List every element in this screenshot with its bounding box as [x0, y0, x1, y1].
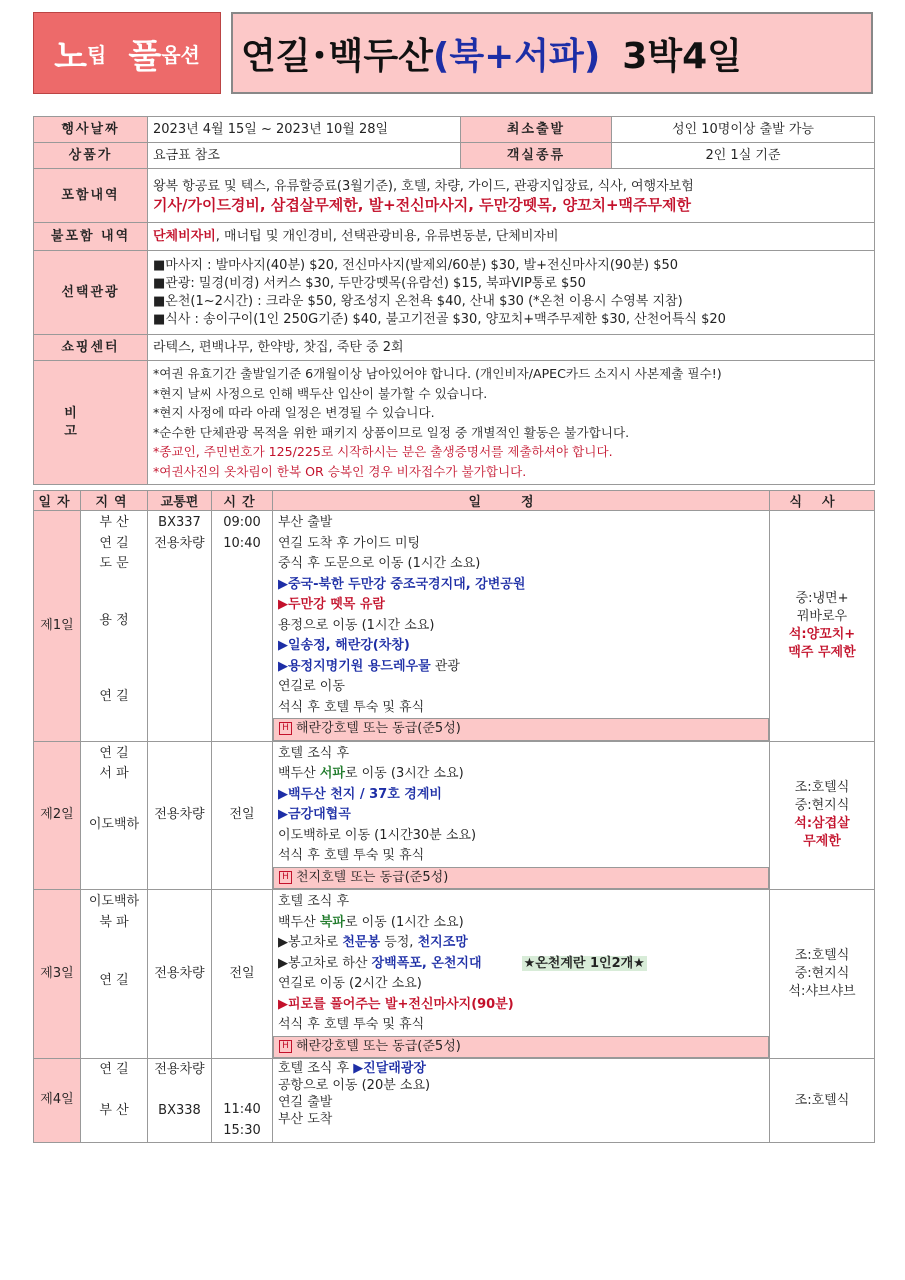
- header-day: 일자: [34, 491, 81, 511]
- info-row-price: [34, 143, 875, 169]
- region: 용 정: [99, 612, 129, 628]
- region: 북 파: [99, 914, 129, 930]
- meal-special: 석:양꼬치+: [788, 626, 856, 642]
- notip-text: 노: [54, 36, 88, 77]
- header-itinerary: 일정: [273, 491, 770, 511]
- day-label: 제1일: [34, 511, 81, 742]
- time: 15:30: [223, 1122, 261, 1138]
- schedule-header-row: [34, 491, 875, 511]
- itinerary-line: [278, 764, 764, 785]
- include-label: 포함내역: [34, 169, 148, 223]
- itinerary-line: [278, 933, 764, 954]
- time: 11:40: [223, 1102, 261, 1117]
- flight-code: BX338: [158, 1102, 201, 1118]
- time-cell: 전일: [212, 890, 273, 1059]
- optional-item: ■관광: 밀경(비경) 서커스 $30, 두만강뗏목(유람선) $15, 북파VIP통로 $50: [153, 275, 586, 291]
- itinerary-highlight: ▶피로를 풀어주는 발+전신마사지(90분): [278, 996, 514, 1012]
- note-line: *순수한 단체관광 목적을 위한 패키지 상품이므로 일정 중 개별적인 활동은 불가합니다.: [153, 424, 630, 440]
- note-line: *여권 유효기간 출발일기준 6개월이상 남아있어야 합니다. (개인비자/APEC카드 소지시 사본제출 필수!): [153, 366, 722, 381]
- meal-cell: [770, 741, 875, 890]
- meal-cell: [770, 1059, 875, 1143]
- meal-special: 무제한: [803, 834, 841, 850]
- info-row-date: [34, 117, 875, 143]
- region: 이도백하: [88, 894, 140, 909]
- itinerary-cell: [273, 890, 770, 1059]
- note-line: *현지 사정에 따라 아래 일정은 변경될 수 있습니다.: [153, 405, 435, 420]
- note-line-red: *종교인, 주민번호가 125/225로 시작하시는 분은 출생증명서를 제출하셔야 합니다.: [153, 444, 613, 459]
- itinerary-highlight: 천지조망: [417, 935, 468, 950]
- itinerary-cell: [273, 511, 770, 742]
- itinerary-highlight: 장백폭포, 온천지대: [371, 955, 482, 971]
- shop-value: 라텍스, 편백나무, 한약방, 찻집, 죽탄 중 2회: [148, 335, 875, 361]
- date-label: 행사날짜: [34, 117, 148, 143]
- meal: 석:샤브샤브: [788, 984, 856, 999]
- notip-small-text: 팁: [87, 42, 107, 67]
- info-row-notes: [34, 361, 875, 485]
- exclude-rest: , 매너팁 및 개인경비, 선택관광비용, 유류변동분, 단체비자비: [215, 228, 559, 244]
- meal: 조:호텔식: [794, 780, 850, 796]
- note-line: *현지 날씨 사정으로 인해 백두산 입산이 불가할 수 있습니다.: [153, 385, 488, 401]
- price-value: 요금표 참조: [148, 143, 461, 169]
- min-depart-label: 최소출발: [461, 117, 612, 143]
- region-cell: [81, 1059, 148, 1143]
- date-value: 2023년 4월 15일 ~ 2023년 10월 28일: [148, 117, 461, 143]
- time: 09:00: [223, 515, 261, 530]
- room-value: 2인 1실 기준: [612, 143, 875, 169]
- include-line-1: 왕복 항공료 및 텍스, 유류할증료(3월기준), 호텔, 차량, 가이드, 관광지입장료, 식사, 여행자보험: [153, 178, 694, 194]
- schedule-table: [33, 490, 875, 1143]
- meal: 조:호텔식: [794, 1092, 850, 1108]
- transport-cell: [148, 1059, 212, 1143]
- itinerary-line: [278, 954, 764, 975]
- day-row-3: [34, 890, 875, 1059]
- transport-cell: [148, 511, 212, 742]
- info-row-optional: [34, 251, 875, 335]
- title-main: 연길･백두산: [241, 35, 433, 77]
- itinerary-highlight: ▶일송정, 해란강(차창): [278, 638, 410, 653]
- exclude-red: 단체비자비: [153, 228, 216, 244]
- itinerary-line: 연길 도착 후 가이드 미팅: [278, 535, 421, 551]
- itinerary-line: 용정으로 이동 (1시간 소요): [278, 617, 435, 633]
- region: 연 길: [99, 973, 129, 988]
- hotel-icon: H: [279, 722, 292, 735]
- day-row-4: [34, 1059, 875, 1143]
- hotel-bar: [273, 718, 769, 741]
- itinerary-line: 연길로 이동: [278, 679, 345, 694]
- min-depart-value: 성인 10명이상 출발 가능: [612, 117, 875, 143]
- itinerary-area: 북파: [319, 914, 345, 930]
- day-label: 제3일: [34, 890, 81, 1059]
- day-row-2: [34, 741, 875, 890]
- info-row-exclude: [34, 223, 875, 251]
- itinerary-text: 로 이동 (3시간 소요): [344, 766, 464, 781]
- meal-cell: [770, 890, 875, 1059]
- itinerary-text: 백두산: [278, 914, 320, 930]
- itinerary-text: 등정,: [380, 935, 418, 950]
- itinerary-line: [278, 913, 764, 934]
- time-cell: [212, 1059, 273, 1143]
- exclude-value: [148, 223, 875, 251]
- itinerary-cell: [273, 741, 770, 890]
- hotel-name: 해란강호텔 또는 동급(준5성): [296, 721, 461, 736]
- region: 서 파: [99, 766, 129, 781]
- itinerary-line: [278, 657, 764, 678]
- meal: 중:현지식: [794, 966, 850, 981]
- region-cell: [81, 741, 148, 890]
- itinerary-text: 로 이동 (1시간 소요): [344, 914, 464, 930]
- optional-item: ■식사 : 송이구이(1인 250G기준) $40, 불고기전골 $30, 양꼬치+맥주무제한 $30, 산천어특식 $20: [153, 311, 726, 327]
- region: 연 길: [99, 1062, 129, 1077]
- itinerary-highlight: ▶금강대협곡: [278, 807, 351, 822]
- region: 부 산: [99, 1102, 129, 1118]
- itinerary-highlight: ▶진달래광장: [353, 1061, 426, 1076]
- meal-special: 석:삼겹살: [794, 816, 850, 832]
- title-sub: (북+서파): [432, 35, 601, 77]
- itinerary-highlight: ▶두만강 뗏목 유람: [278, 597, 385, 612]
- itinerary-line: 중식 후 도문으로 이동 (1시간 소요): [278, 556, 481, 571]
- itinerary-line: 호텔 조식 후: [278, 894, 350, 909]
- page-title: [231, 12, 873, 94]
- room-label: 객실종류: [461, 143, 612, 169]
- include-value: [148, 169, 875, 223]
- itinerary-line: 석식 후 호텔 투숙 및 휴식: [278, 1017, 425, 1032]
- header-region: 지역: [81, 491, 148, 511]
- day-row-1: [34, 511, 875, 742]
- itinerary-line: 석식 후 호텔 투숙 및 휴식: [278, 848, 425, 863]
- itinerary-line: [278, 1060, 764, 1077]
- itinerary-line: 석식 후 호텔 투숙 및 휴식: [278, 699, 425, 715]
- itinerary-line: 연길 출발: [278, 1095, 333, 1110]
- region: 이도백하: [88, 816, 140, 832]
- region: 연 길: [99, 745, 129, 761]
- hotel-bar: [273, 867, 769, 890]
- full-small-text: 옵션: [161, 42, 200, 67]
- vehicle: 전용차량: [154, 1062, 205, 1077]
- note-line-red: *여권사진의 옷차림이 한복 OR 승복인 경우 비자접수가 불가합니다.: [153, 463, 527, 479]
- region: 부 산: [99, 515, 129, 530]
- day-label: 제4일: [34, 1059, 81, 1143]
- meal: 중:현지식: [794, 798, 850, 814]
- time: 10:40: [223, 535, 261, 551]
- transport-cell: 전용차량: [148, 741, 212, 890]
- region-cell: [81, 511, 148, 742]
- time-cell: [212, 511, 273, 742]
- note-label: 비고: [34, 361, 148, 485]
- hotel-name: 해란강호텔 또는 동급(준5성): [296, 1038, 461, 1054]
- time-cell: 전일: [212, 741, 273, 890]
- include-line-2: 기사/가이드경비, 삼겹살무제한, 발+전신마사지, 두만강뗏목, 양꼬치+맥주무제한: [153, 195, 691, 214]
- itinerary-line: 공항으로 이동 (20분 소요): [278, 1078, 431, 1093]
- region: 연 길: [99, 535, 129, 551]
- vehicle: 전용차량: [154, 535, 205, 551]
- itinerary-line: 부산 도착: [278, 1112, 333, 1127]
- shop-label: 쇼핑센터: [34, 335, 148, 361]
- itinerary-highlight: 천문봉: [342, 935, 381, 950]
- info-table: [33, 116, 875, 485]
- day-label: 제2일: [34, 741, 81, 890]
- itinerary-text: ▶봉고차로: [278, 935, 343, 950]
- meal-special: 맥주 무제한: [788, 644, 856, 660]
- itinerary-cell: [273, 1059, 770, 1143]
- region-cell: [81, 890, 148, 1059]
- meal: 조:호텔식: [794, 948, 850, 963]
- hot-spring-egg-badge: ★온천계란 1인2개★: [523, 955, 645, 971]
- itinerary-text: ▶봉고차로 하산: [278, 955, 372, 971]
- itinerary-highlight: ▶용정지명기원 용드레우물: [278, 658, 431, 674]
- meal-cell: [770, 511, 875, 742]
- hotel-bar: [273, 1036, 769, 1059]
- itinerary-line: 부산 출발: [278, 515, 333, 530]
- header-transport: 교통편: [148, 491, 212, 511]
- meal: 꿔바로우: [796, 608, 848, 624]
- hotel-name: 천지호텔 또는 동급(준5성): [296, 869, 449, 885]
- itinerary-line: 연길로 이동 (2시간 소요): [278, 976, 422, 991]
- flight-code: BX337: [158, 515, 201, 530]
- optional-value: [148, 251, 875, 335]
- exclude-label: 불포함 내역: [34, 223, 148, 251]
- optional-item: ■온천(1~2시간) : 크라운 $50, 왕조성지 온천욕 $40, 산내 $30 (*온천 이용시 수영복 지참): [153, 293, 683, 309]
- header-time: 시간: [212, 491, 273, 511]
- title-duration: 3박4일: [622, 35, 742, 77]
- optional-item: ■마사지 : 발마사지(40분) $20, 전신마사지(발제외/60분) $30, 발+전신마사지(90분) $50: [153, 257, 679, 273]
- itinerary-text: 호텔 조식 후: [278, 1061, 354, 1076]
- note-value: [148, 361, 875, 485]
- price-label: 상품가: [34, 143, 148, 169]
- transport-cell: 전용차량: [148, 890, 212, 1059]
- itinerary-text: 관광: [430, 658, 460, 674]
- info-row-include: [34, 169, 875, 223]
- meal: 중:냉면+: [795, 590, 849, 606]
- region: 도 문: [99, 556, 129, 571]
- itinerary-highlight: ▶백두산 천지 / 37호 경계비: [278, 786, 442, 802]
- optional-label: 선택관광: [34, 251, 148, 335]
- hotel-icon: H: [279, 871, 292, 884]
- itinerary-line: 호텔 조식 후: [278, 745, 350, 761]
- itinerary-area: 서파: [319, 766, 345, 781]
- full-text: 풀: [128, 36, 162, 77]
- itinerary-line: 이도백하로 이동 (1시간30분 소요): [278, 827, 477, 843]
- no-tip-full-option-badge: [33, 12, 221, 94]
- header-meal: 식사: [770, 491, 875, 511]
- info-row-shopping: [34, 335, 875, 361]
- region: 연 길: [99, 689, 129, 704]
- itinerary-text: 백두산: [278, 766, 320, 781]
- itinerary-highlight: ▶중국-북한 두만강 중조국경지대, 강변공원: [278, 576, 526, 592]
- hotel-icon: H: [279, 1040, 292, 1053]
